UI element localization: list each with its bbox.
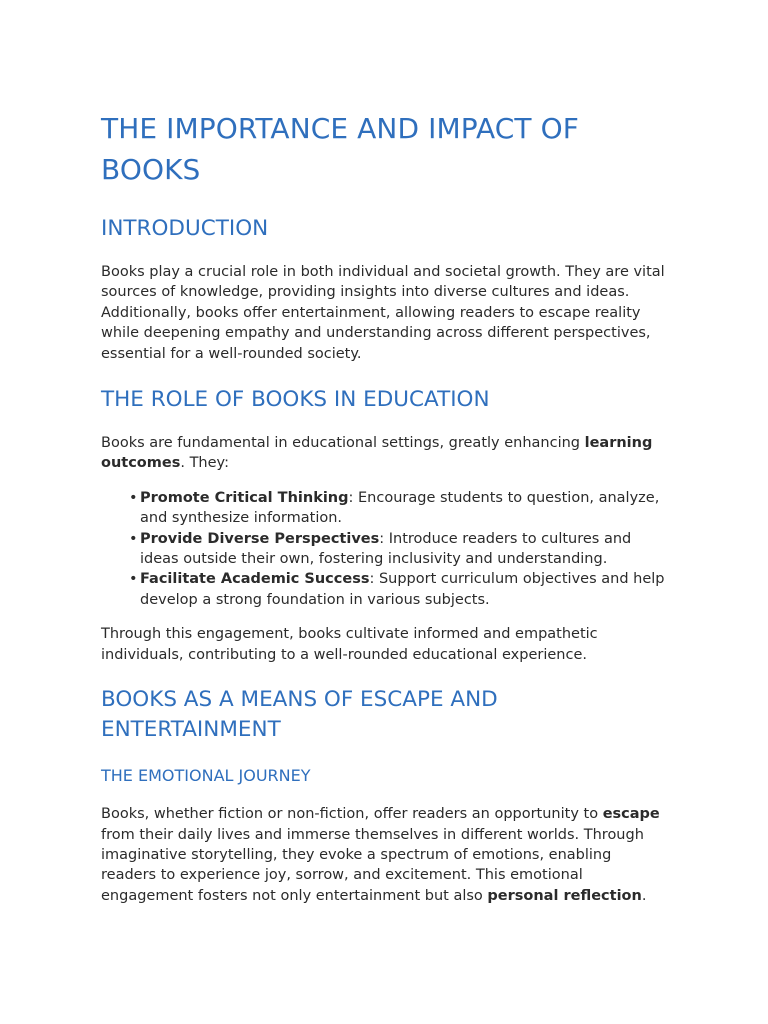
emotional-bold-1: escape	[602, 806, 660, 823]
list-item	[129, 488, 671, 529]
education-intro-bold: learning outcomes	[101, 435, 653, 472]
list-item-text: : Encourage students to question, analyze, and synthesize information.	[140, 489, 660, 527]
introduction-paragraph: Books play a crucial role in both individual and societal growth. They are vital sources of knowledge, providing insights into diverse cultures and ideas. Additionally, books offer entertainment, allowing readers to escape reality while deepening empathy and understanding across different perspectives, essential for a well-rounded society.	[101, 264, 665, 362]
introduction-heading: INTRODUCTION	[101, 216, 269, 241]
education-intro-paragraph	[101, 433, 671, 474]
list-item-title: Promote Critical Thinking	[140, 489, 349, 506]
bullet-icon: •	[129, 530, 138, 547]
list-item-text: : Introduce readers to cultures and ideas outside their own, fostering inclusivity and understanding.	[140, 530, 632, 568]
list-item-title: Provide Diverse Perspectives	[140, 530, 380, 547]
education-conclusion-paragraph: Through this engagement, books cultivate informed and empathetic individuals, contributing to a well-rounded educational experience.	[101, 626, 598, 663]
document-title: THE IMPORTANCE AND IMPACT OF BOOKS	[101, 112, 579, 186]
emotional-text-3: .	[641, 887, 647, 904]
document-page	[101, 108, 671, 906]
education-bullet-list	[101, 488, 671, 610]
education-heading: THE ROLE OF BOOKS IN EDUCATION	[101, 387, 490, 413]
list-item	[129, 569, 671, 610]
emotional-text-2: from their daily lives and immerse themselves in different worlds. Through imaginative storytelling, they evoke a spectrum of emotions, enabling readers to experience joy, sorrow, and excitement. This emotional engagement fosters not only entertainment but also	[101, 826, 644, 904]
emotional-text-1: Books, whether fiction or non-fiction, offer readers an opportunity to	[101, 806, 603, 823]
escape-heading: BOOKS AS A MEANS OF ESCAPE AND ENTERTAINMENT	[101, 687, 498, 743]
emotional-journey-paragraph	[101, 804, 671, 906]
list-item-text: : Support curriculum objectives and help develop a strong foundation in various subjects.	[140, 571, 665, 608]
list-item	[129, 529, 671, 570]
bullet-icon: •	[129, 489, 138, 506]
education-intro-tail: . They:	[180, 455, 229, 472]
education-intro-text: Books are fundamental in educational settings, greatly enhancing	[101, 435, 585, 452]
emotional-bold-2: personal reflection	[487, 887, 642, 904]
bullet-icon: •	[129, 571, 138, 588]
list-item-title: Facilitate Academic Success	[140, 571, 370, 588]
emotional-journey-heading: THE EMOTIONAL JOURNEY	[101, 766, 311, 786]
